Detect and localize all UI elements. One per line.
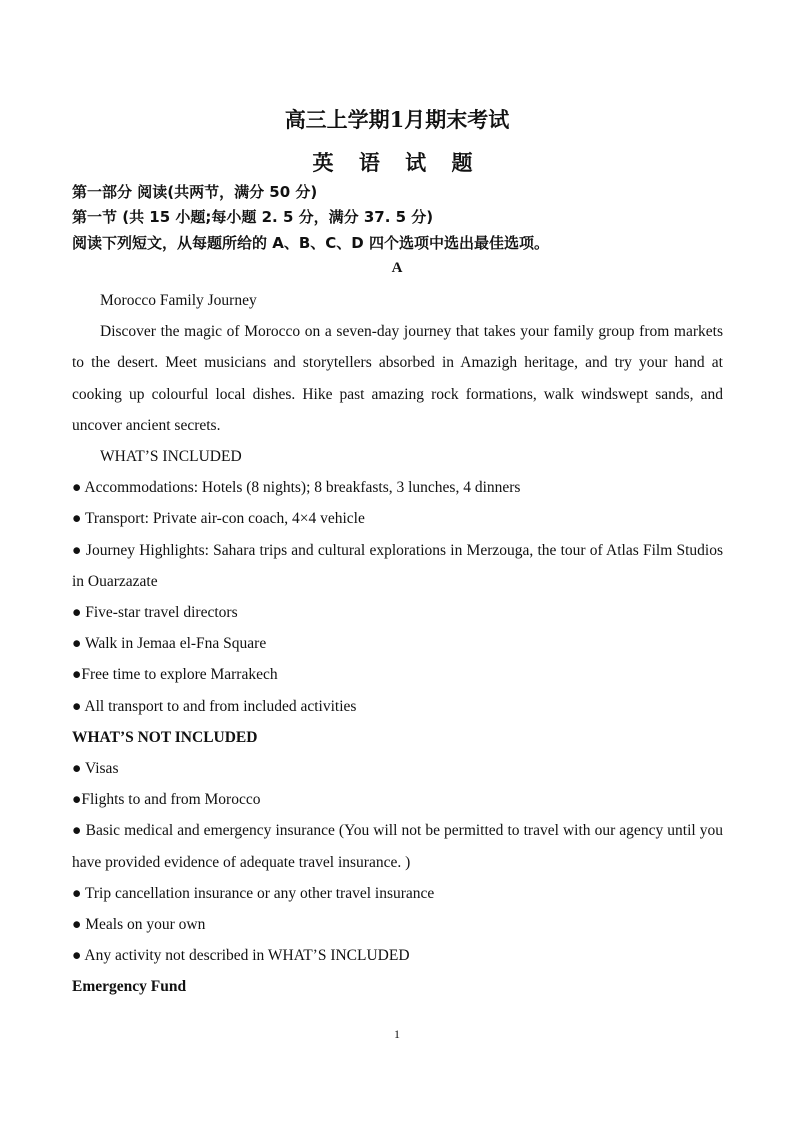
section-heading: 第一节 (共 15 小题;每小题 2. 5 分，满分 37. 5 分): [72, 208, 434, 226]
included-item: ●Free time to explore Marrakech: [72, 666, 278, 684]
not-included-item: ● Meals on your own: [72, 916, 206, 934]
included-item: ● Journey Highlights: Sahara trips and cultural explorations in Merzouga, the tour of Atlas Film Studios in Ouarzazate: [72, 541, 723, 590]
not-included-heading: WHAT’S NOT INCLUDED: [72, 728, 258, 746]
not-included-item: ● Any activity not described in WHAT’S INCLUDED: [72, 947, 410, 965]
page-number: 1: [394, 1027, 400, 1041]
not-included-item: ●Flights to and from Morocco: [72, 791, 261, 809]
part-heading: 第一部分 阅读(共两节，满分 50 分): [72, 183, 318, 201]
directions-text: 阅读下列短文，从每题所给的 A、B、C、D 四个选项中选出最佳选项。: [72, 234, 549, 252]
included-item: ● Transport: Private air-con coach, 4×4 vehicle: [72, 510, 365, 528]
included-item: ● All transport to and from included activities: [72, 697, 357, 715]
included-item: ● Five-star travel directors: [72, 604, 238, 622]
passage-body: [72, 285, 723, 1003]
exam-title: 高三上学期1月期末考试: [284, 107, 510, 132]
not-included-item: ● Visas: [72, 760, 119, 778]
not-included-item: ● Basic medical and emergency insurance (You will not be permitted to travel with our agency until you have provided evidence of adequate travel insurance. ): [72, 822, 723, 871]
passage-title: Morocco Family Journey: [100, 292, 257, 309]
passage-intro: Discover the magic of Morocco on a seven-day journey that takes your family group from markets to the desert. Meet musicians and storytellers absorbed in Amazigh heritage, and try your hand at cooking up colourful local dishes. Hike past amazing rock formations, walk windswept sands, and uncover ancient secrets.: [72, 323, 723, 434]
not-included-item: ● Trip cancellation insurance or any other travel insurance: [72, 884, 435, 902]
included-item: ● Walk in Jemaa el-Fna Square: [72, 635, 267, 653]
included-item: ● Accommodations: Hotels (8 nights); 8 breakfasts, 3 lunches, 4 dinners: [72, 479, 521, 497]
included-heading: WHAT’S INCLUDED: [100, 448, 242, 466]
subject-title: 英 语 试 题: [312, 150, 482, 175]
passage-label: A: [391, 260, 403, 276]
emergency-fund-heading: Emergency Fund: [72, 978, 187, 996]
